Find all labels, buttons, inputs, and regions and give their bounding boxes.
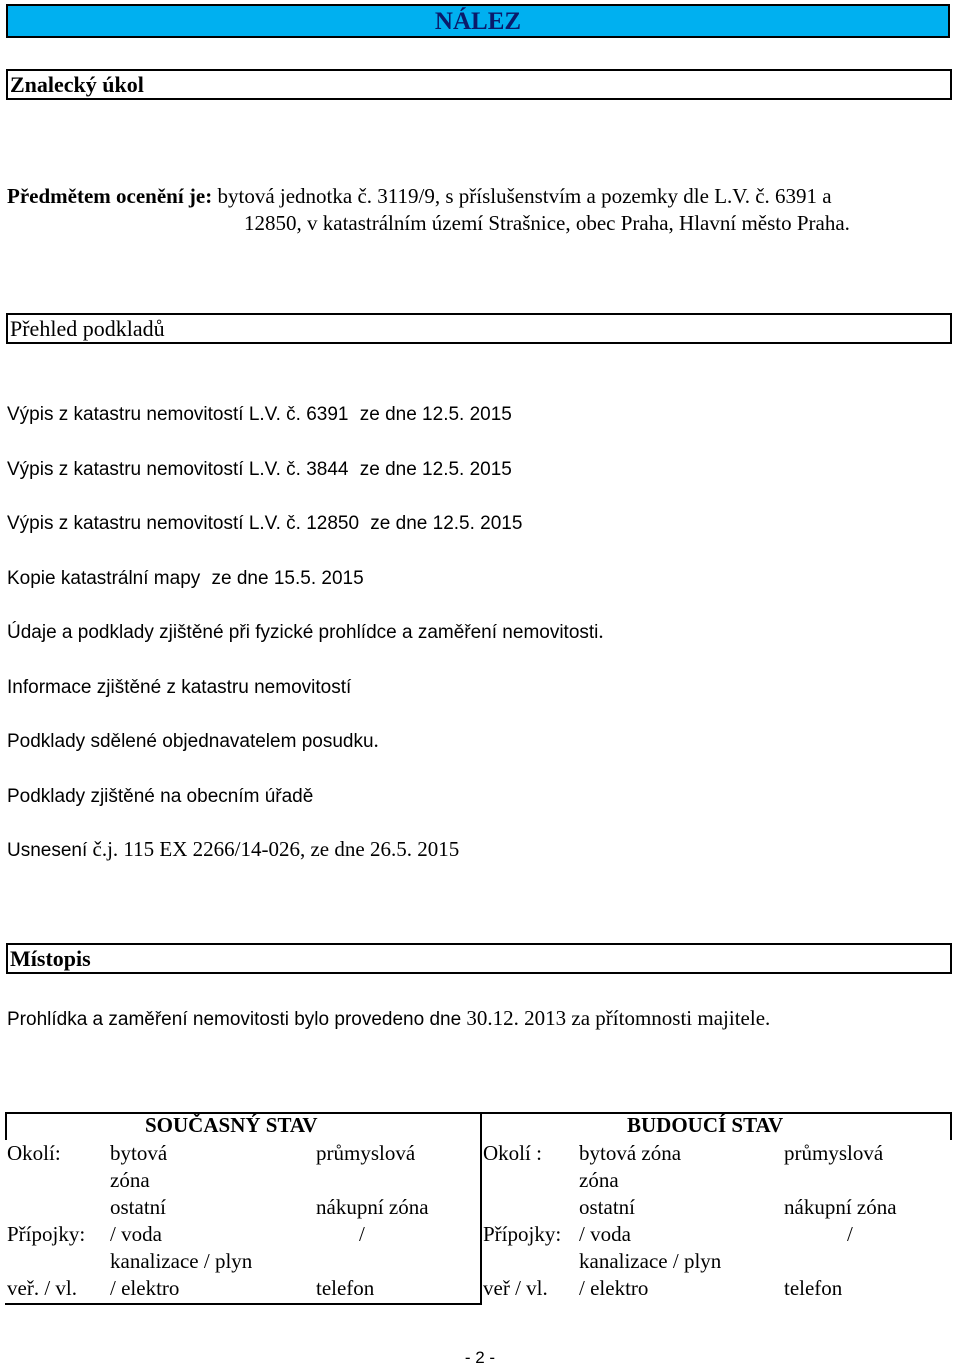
podklad-dot: . (598, 619, 604, 643)
soucasny-bytova (110, 1140, 167, 1169)
podklad-text: Výpis z katastru nemovitostí L.V. č. 3844 (7, 459, 349, 480)
soucasny-nakupni (316, 1194, 429, 1223)
option-label: ostatní (579, 1195, 635, 1219)
podklad-text: Výpis z katastru nemovitostí L.V. č. 6391 (7, 404, 349, 425)
budouci-elektro (579, 1275, 648, 1304)
option-label: nákupní zóna (316, 1195, 429, 1219)
prohlidka-part-2: 30.12. 2013 za přítomnosti majitele. (466, 1006, 771, 1030)
soucasny-voda (110, 1221, 162, 1250)
predmet-text-1: bytová jednotka č. 3119/9, s příslušenstvím a pozemky dle L.V. č. 6391 a (217, 184, 832, 208)
option-label: průmyslová (784, 1141, 884, 1165)
podklad-lv-12850 (7, 509, 522, 537)
budouci-pripojky-label: Přípojky: (483, 1222, 562, 1246)
option-label: nákupní zóna (784, 1195, 897, 1219)
budouci-telefon (784, 1275, 842, 1304)
option-label: bytová zóna (579, 1141, 682, 1165)
option-label: elektro (121, 1276, 180, 1300)
table-border-bottom (5, 1303, 482, 1305)
slash: / (847, 1222, 853, 1246)
page-title: NÁLEZ (434, 8, 522, 35)
budouci-okoli-label: Okolí : (483, 1141, 542, 1165)
option-label: kanalizace (579, 1249, 668, 1273)
slash: / (579, 1276, 585, 1300)
budouci-bytova (579, 1140, 681, 1169)
soucasny-pripojky-label: Přípojky: (7, 1222, 86, 1246)
prohlidka-part-1: Prohlídka a zaměření nemovitosti bylo provedeno dne (7, 1009, 462, 1030)
table-border-left (5, 1112, 7, 1140)
podklad-date: ze dne 12.5. 2015 (359, 404, 512, 425)
budouci-ver-label: veř / vl. (483, 1276, 548, 1300)
podklad-dot: . (373, 728, 379, 752)
section-znalecky-ukol: Znalecký úkol (6, 69, 952, 100)
budouci-header: BUDOUCÍ STAV (627, 1113, 784, 1137)
option-label: kanalizace (110, 1249, 199, 1273)
budouci-zona: zóna (579, 1168, 619, 1192)
soucasny-bytova-zona: zóna (110, 1168, 150, 1192)
podklad-informace (7, 673, 351, 701)
option-label: ostatní (110, 1195, 166, 1219)
soucasny-ver-label: veř. / vl. (7, 1276, 77, 1300)
podklad-usneseni (7, 836, 459, 864)
budouci-prumyslova (784, 1140, 883, 1169)
podklad-sdelene (7, 727, 379, 755)
section-prehled-podkladu: Přehled podkladů (6, 313, 952, 344)
podklad-text: Usnesení (7, 840, 88, 861)
title-banner (6, 4, 950, 38)
budouci-nakupni (784, 1194, 897, 1223)
soucasny-telefon (316, 1275, 374, 1304)
option-label: elektro (590, 1276, 649, 1300)
podklad-lv-3844 (7, 455, 512, 483)
option-label: telefon (316, 1276, 375, 1300)
soucasny-elektro (110, 1275, 179, 1304)
soucasny-kanalizace-boxes (359, 1221, 365, 1250)
table-divider (480, 1112, 482, 1305)
podklad-text: Údaje a podklady zjištěné při fyzické prohlídce a zaměření nemovitosti (7, 622, 599, 643)
section-mistopis: Místopis (6, 943, 952, 974)
podklad-text: č.j. 115 EX 2266/14-026, ze dne 26.5. 2015 (92, 837, 460, 861)
prohlidka-text (7, 1005, 770, 1033)
soucasny-prumyslova (316, 1140, 415, 1169)
podklad-text: Podklady zjištěné na obecním úřadě (7, 786, 314, 807)
podklad-date: ze dne 15.5. 2015 (211, 568, 364, 589)
slash: / (110, 1276, 116, 1300)
soucasny-ostatni (110, 1194, 166, 1223)
soucasny-kanalizace-plyn (110, 1248, 252, 1277)
slash: / (579, 1222, 585, 1246)
budouci-kanalizace-boxes (847, 1221, 853, 1250)
budouci-ostatni (579, 1194, 635, 1223)
podklad-text: Podklady sdělené objednavatelem posudku (7, 731, 374, 752)
slash: / (359, 1222, 365, 1246)
slash: / (110, 1222, 116, 1246)
podklad-date: ze dne 12.5. 2015 (359, 459, 512, 480)
option-label: plyn (214, 1249, 253, 1273)
podklad-urad (7, 782, 313, 810)
budouci-voda (579, 1221, 631, 1250)
option-label: voda (121, 1222, 162, 1246)
podklad-text: Kopie katastrální mapy (7, 568, 201, 589)
predmet-label: Předmětem ocenění je: (7, 184, 213, 208)
podklad-text: Výpis z katastru nemovitostí L.V. č. 12850 (7, 513, 360, 534)
podklad-date: ze dne 12.5. 2015 (370, 513, 523, 534)
podklad-lv-6391 (7, 400, 512, 428)
option-label: průmyslová (316, 1141, 416, 1165)
table-border-right (950, 1112, 952, 1140)
podklad-text: Informace zjištěné z katastru nemovitostí (7, 677, 352, 698)
slash: / (203, 1249, 210, 1273)
stav-table (5, 1112, 952, 1305)
podklad-udaje (7, 618, 604, 646)
budouci-kanalizace-plyn (579, 1248, 721, 1277)
predmet-text-2: 12850, v katastrálním území Strašnice, obec Praha, Hlavní město Praha. (244, 211, 850, 235)
option-label: telefon (784, 1276, 843, 1300)
slash: / (672, 1249, 679, 1273)
soucasny-header: SOUČASNÝ STAV (145, 1113, 318, 1137)
option-label: voda (590, 1222, 631, 1246)
predmet-line-1 (7, 183, 832, 209)
podklad-mapy (7, 564, 364, 592)
soucasny-okoli-label: Okolí: (7, 1141, 61, 1165)
option-label: plyn (683, 1249, 722, 1273)
page-number: - 2 - (464, 1348, 496, 1367)
option-label: bytová (110, 1141, 168, 1165)
